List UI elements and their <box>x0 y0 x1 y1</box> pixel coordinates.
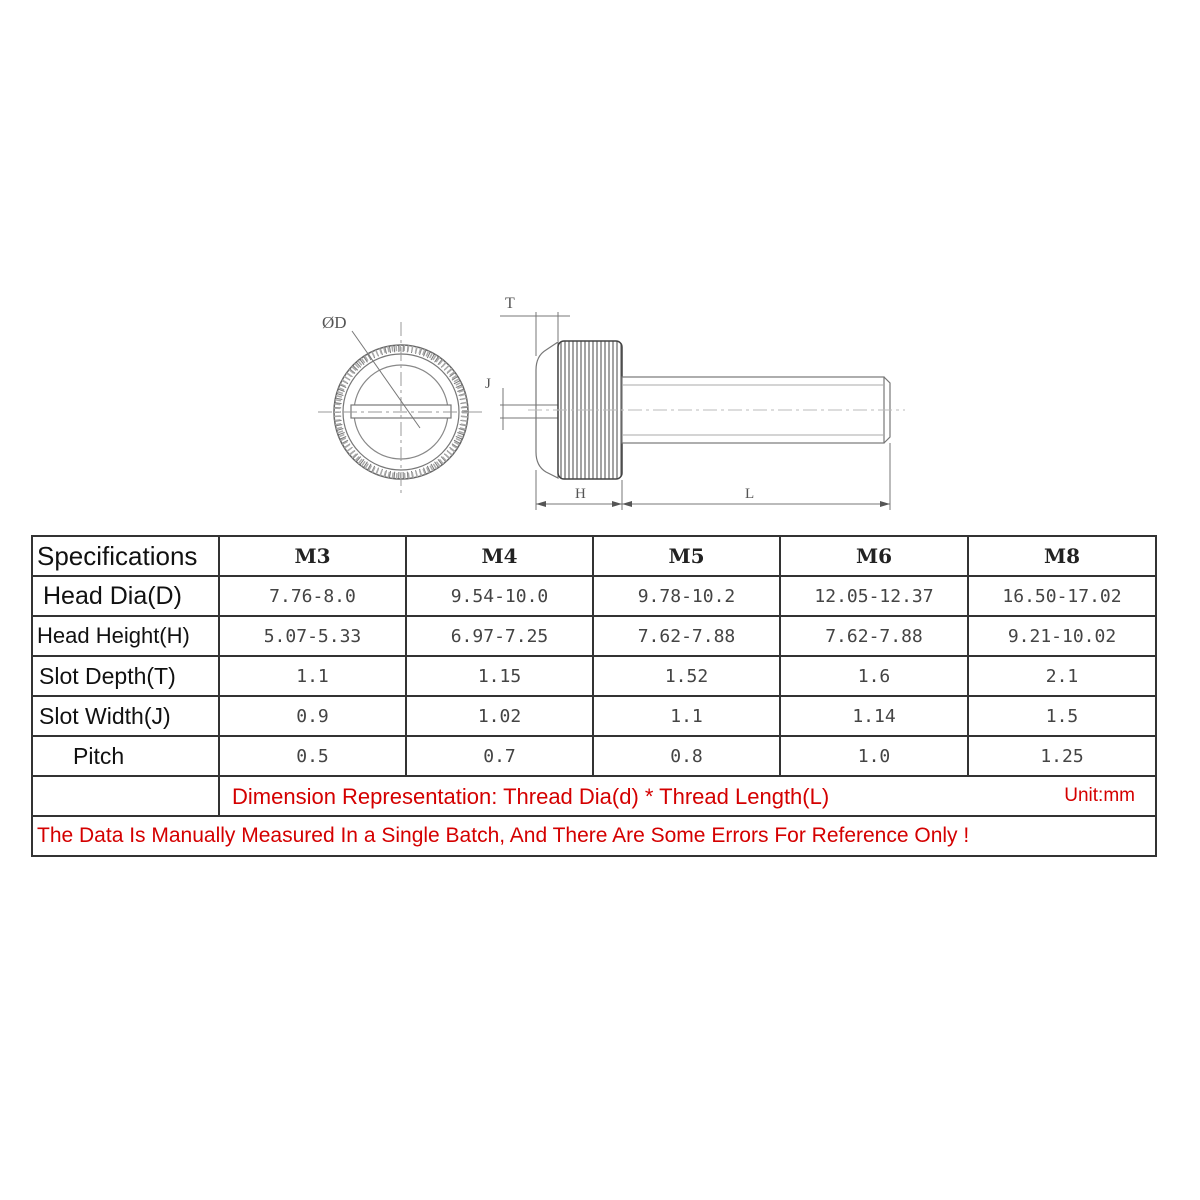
table-row <box>32 736 1156 776</box>
disclaimer-row <box>32 816 1156 856</box>
table-cell: 1.6 <box>780 656 968 696</box>
specification-table <box>31 535 1157 857</box>
table-cell: 1.0 <box>780 736 968 776</box>
row-label: Slot Depth(T) <box>32 656 219 696</box>
table-cell: 2.1 <box>968 656 1156 696</box>
row-label: Head Height(H) <box>32 616 219 656</box>
slot-width-label: J <box>485 376 491 392</box>
table-cell: 1.02 <box>406 696 593 736</box>
diameter-label: ØD <box>322 313 347 332</box>
size-header: M4 <box>406 536 593 576</box>
table-cell: 1.14 <box>780 696 968 736</box>
table-cell: 0.7 <box>406 736 593 776</box>
table-cell: 16.50-17.02 <box>968 576 1156 616</box>
size-header: M3 <box>219 536 406 576</box>
table-cell: 7.62-7.88 <box>593 616 780 656</box>
dimension-note-cell <box>219 776 1156 816</box>
specifications-header: Specifications <box>32 536 219 576</box>
table-cell: 9.78-10.2 <box>593 576 780 616</box>
empty-cell <box>32 776 219 816</box>
table-cell: 0.5 <box>219 736 406 776</box>
dimension-note-row <box>32 776 1156 816</box>
table-row <box>32 696 1156 736</box>
slot-depth-label: T <box>505 295 515 312</box>
table-cell: 5.07-5.33 <box>219 616 406 656</box>
disclaimer-note: The Data Is Manually Measured In a Single Batch, And There Are Some Errors For Reference Only ! <box>32 816 1156 856</box>
table-cell: 9.21-10.02 <box>968 616 1156 656</box>
dimension-note: Dimension Representation: Thread Dia(d) * Thread Length(L) <box>232 784 830 809</box>
table-cell: 1.25 <box>968 736 1156 776</box>
table-cell: 1.5 <box>968 696 1156 736</box>
size-header: M8 <box>968 536 1156 576</box>
side-view <box>485 295 905 510</box>
unit-note: Unit:mm <box>1064 785 1135 806</box>
table-cell: 1.52 <box>593 656 780 696</box>
table-cell: 12.05-12.37 <box>780 576 968 616</box>
row-label: Head Dia(D) <box>32 576 219 616</box>
row-label: Slot Width(J) <box>32 696 219 736</box>
table-cell: 9.54-10.0 <box>406 576 593 616</box>
table-cell: 1.1 <box>593 696 780 736</box>
table-header-row <box>32 536 1156 576</box>
table-cell: 7.76-8.0 <box>219 576 406 616</box>
length-label: L <box>745 486 755 502</box>
table-row <box>32 616 1156 656</box>
table-cell: 1.15 <box>406 656 593 696</box>
table-cell: 6.97-7.25 <box>406 616 593 656</box>
screw-technical-drawing <box>0 0 1200 520</box>
end-view <box>318 313 486 496</box>
table-cell: 1.1 <box>219 656 406 696</box>
size-header: M6 <box>780 536 968 576</box>
table-row <box>32 576 1156 616</box>
table-row <box>32 656 1156 696</box>
table-cell: 0.8 <box>593 736 780 776</box>
row-label: Pitch <box>32 736 219 776</box>
size-header: M5 <box>593 536 780 576</box>
table-cell: 0.9 <box>219 696 406 736</box>
table-cell: 7.62-7.88 <box>780 616 968 656</box>
head-height-label: H <box>575 486 586 502</box>
